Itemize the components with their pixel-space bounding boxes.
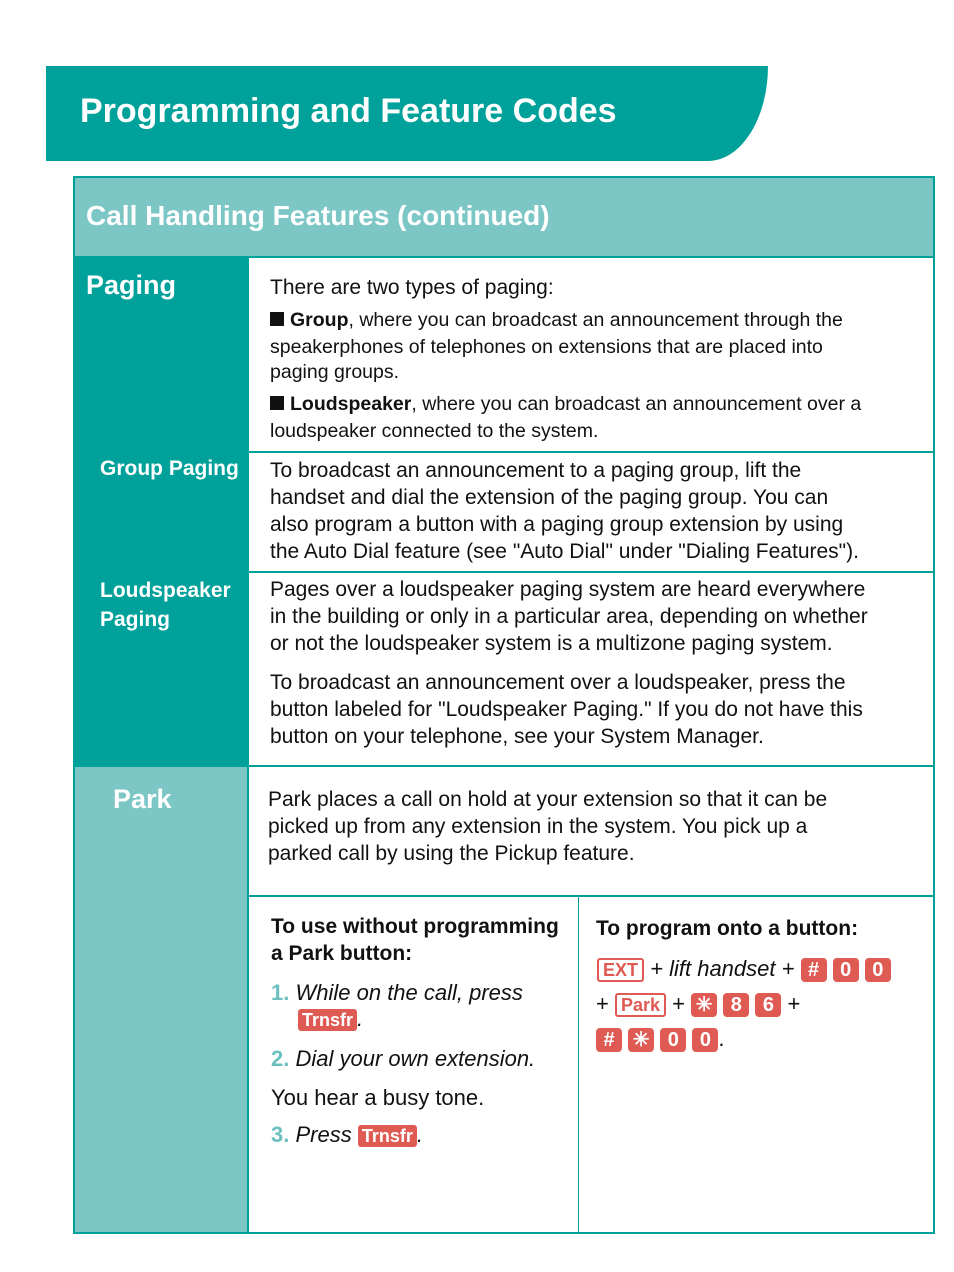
zero-key-icon: 0 [833,958,859,982]
group-term: Group [290,309,349,331]
text-line: handset and dial the extension of the paging group. You can [270,486,829,509]
loudspeaker-label-line: Paging [100,608,171,631]
program-sequence-line-3: # ✳ 0 0 . [596,1022,725,1056]
loudspeaker-paging-para2 [270,669,863,750]
zero-key-icon: 0 [865,958,891,982]
paging-side-column [75,258,248,765]
program-sequence-line-2 [596,987,800,1021]
group-paging-text [270,457,859,565]
heading-line: To use without programming [271,915,559,938]
zero-key-icon: 0 [692,1028,718,1052]
park-description [268,786,827,867]
text-line: or not the loudspeaker system is a multizone paging system. [270,632,833,655]
loudspeaker-paging-para1 [270,576,868,657]
text-line: Park places a call on hold at your extension so that it can be [268,788,828,811]
eight-key-icon: 8 [723,993,749,1017]
park-key-icon: Park [615,993,666,1017]
program-sequence-line-1 [597,952,891,986]
page-title: Programming and Feature Codes [80,92,617,130]
bullet-text: paging groups. [270,361,400,383]
text-line: in the building or only in a particular area, depending on whether [270,605,868,628]
six-key-icon: 6 [755,993,781,1017]
lift-handset-text: + lift handset + [650,956,795,981]
text-line: picked up from any extension in the system. You pick up a [268,815,808,838]
text-line: the Auto Dial feature (see "Auto Dial" under "Dialing Features"). [270,540,859,563]
step-number: 1. [271,980,290,1005]
step-1-key: Trnsfr . [298,1005,363,1033]
step-2 [271,1045,535,1073]
title-banner [46,66,768,161]
step-text: Dial your own extension. [295,1046,536,1071]
paging-intro: There are two types of paging: [270,276,554,299]
text-line: button labeled for "Loudspeaker Paging." If you do not have this [270,698,863,721]
row-divider [248,571,934,573]
step-text: Press [295,1122,352,1147]
program-heading: To program onto a button: [596,917,859,940]
step-text: While on the call, press [295,980,523,1005]
text-line: also program a button with a paging group extension by using [270,513,844,536]
trnsfr-button-icon: Trnsfr [358,1125,417,1147]
park-label: Park [113,784,172,814]
bullet-text: speakerphones of telephones on extensions that are placed into [270,336,823,358]
row-divider [248,895,934,897]
star-key-icon: ✳ [628,1028,654,1052]
hash-key-icon: # [596,1028,622,1052]
step-number: 3. [271,1122,290,1147]
row-divider [248,451,934,453]
bullet-text: , where you can broadcast an announcement over a [411,393,862,415]
column-divider [247,258,249,1234]
bullet-square-icon [270,312,284,326]
ext-key-icon: EXT [597,958,644,982]
group-paging-label: Group Paging [100,457,239,480]
loudspeaker-paging-label [100,576,231,634]
bullet-square-icon [270,396,284,410]
loudspeaker-term: Loudspeaker [290,393,412,415]
plus-sign: + [596,991,609,1016]
heading-line: a Park button: [271,942,413,965]
star-key-icon: ✳ [691,993,717,1017]
step-1 [271,979,523,1007]
text-line: To broadcast an announcement over a loudspeaker, press the [270,671,846,694]
paging-loudspeaker-bullet [270,392,861,444]
step-3: 3. Press Trnsfr . [271,1122,423,1147]
without-programming-heading [271,913,559,967]
busy-tone-note: You hear a busy tone. [271,1085,485,1110]
loudspeaker-label-line: Loudspeaker [100,579,231,602]
bullet-text: , where you can broadcast an announcement through the [348,309,843,331]
bullet-text: loudspeaker connected to the system. [270,420,599,442]
paging-group-bullet [270,308,843,385]
trnsfr-button-icon: Trnsfr [298,1009,357,1031]
row-divider [75,765,934,767]
step-number: 2. [271,1046,290,1071]
park-side-column [75,767,248,1232]
paging-label: Paging [86,270,177,300]
plus-sign: + [672,991,686,1016]
text-line: To broadcast an announcement to a paging group, lift the [270,459,802,482]
plus-sign: + [787,991,801,1016]
section-header [75,178,933,258]
park-column-divider [578,897,579,1232]
section-title: Call Handling Features (continued) [86,200,550,231]
text-line: button on your telephone, see your System Manager. [270,725,764,748]
zero-key-icon: 0 [660,1028,686,1052]
hash-key-icon: # [801,958,827,982]
text-line: Pages over a loudspeaker paging system are heard everywhere [270,578,866,601]
text-line: parked call by using the Pickup feature. [268,842,635,865]
